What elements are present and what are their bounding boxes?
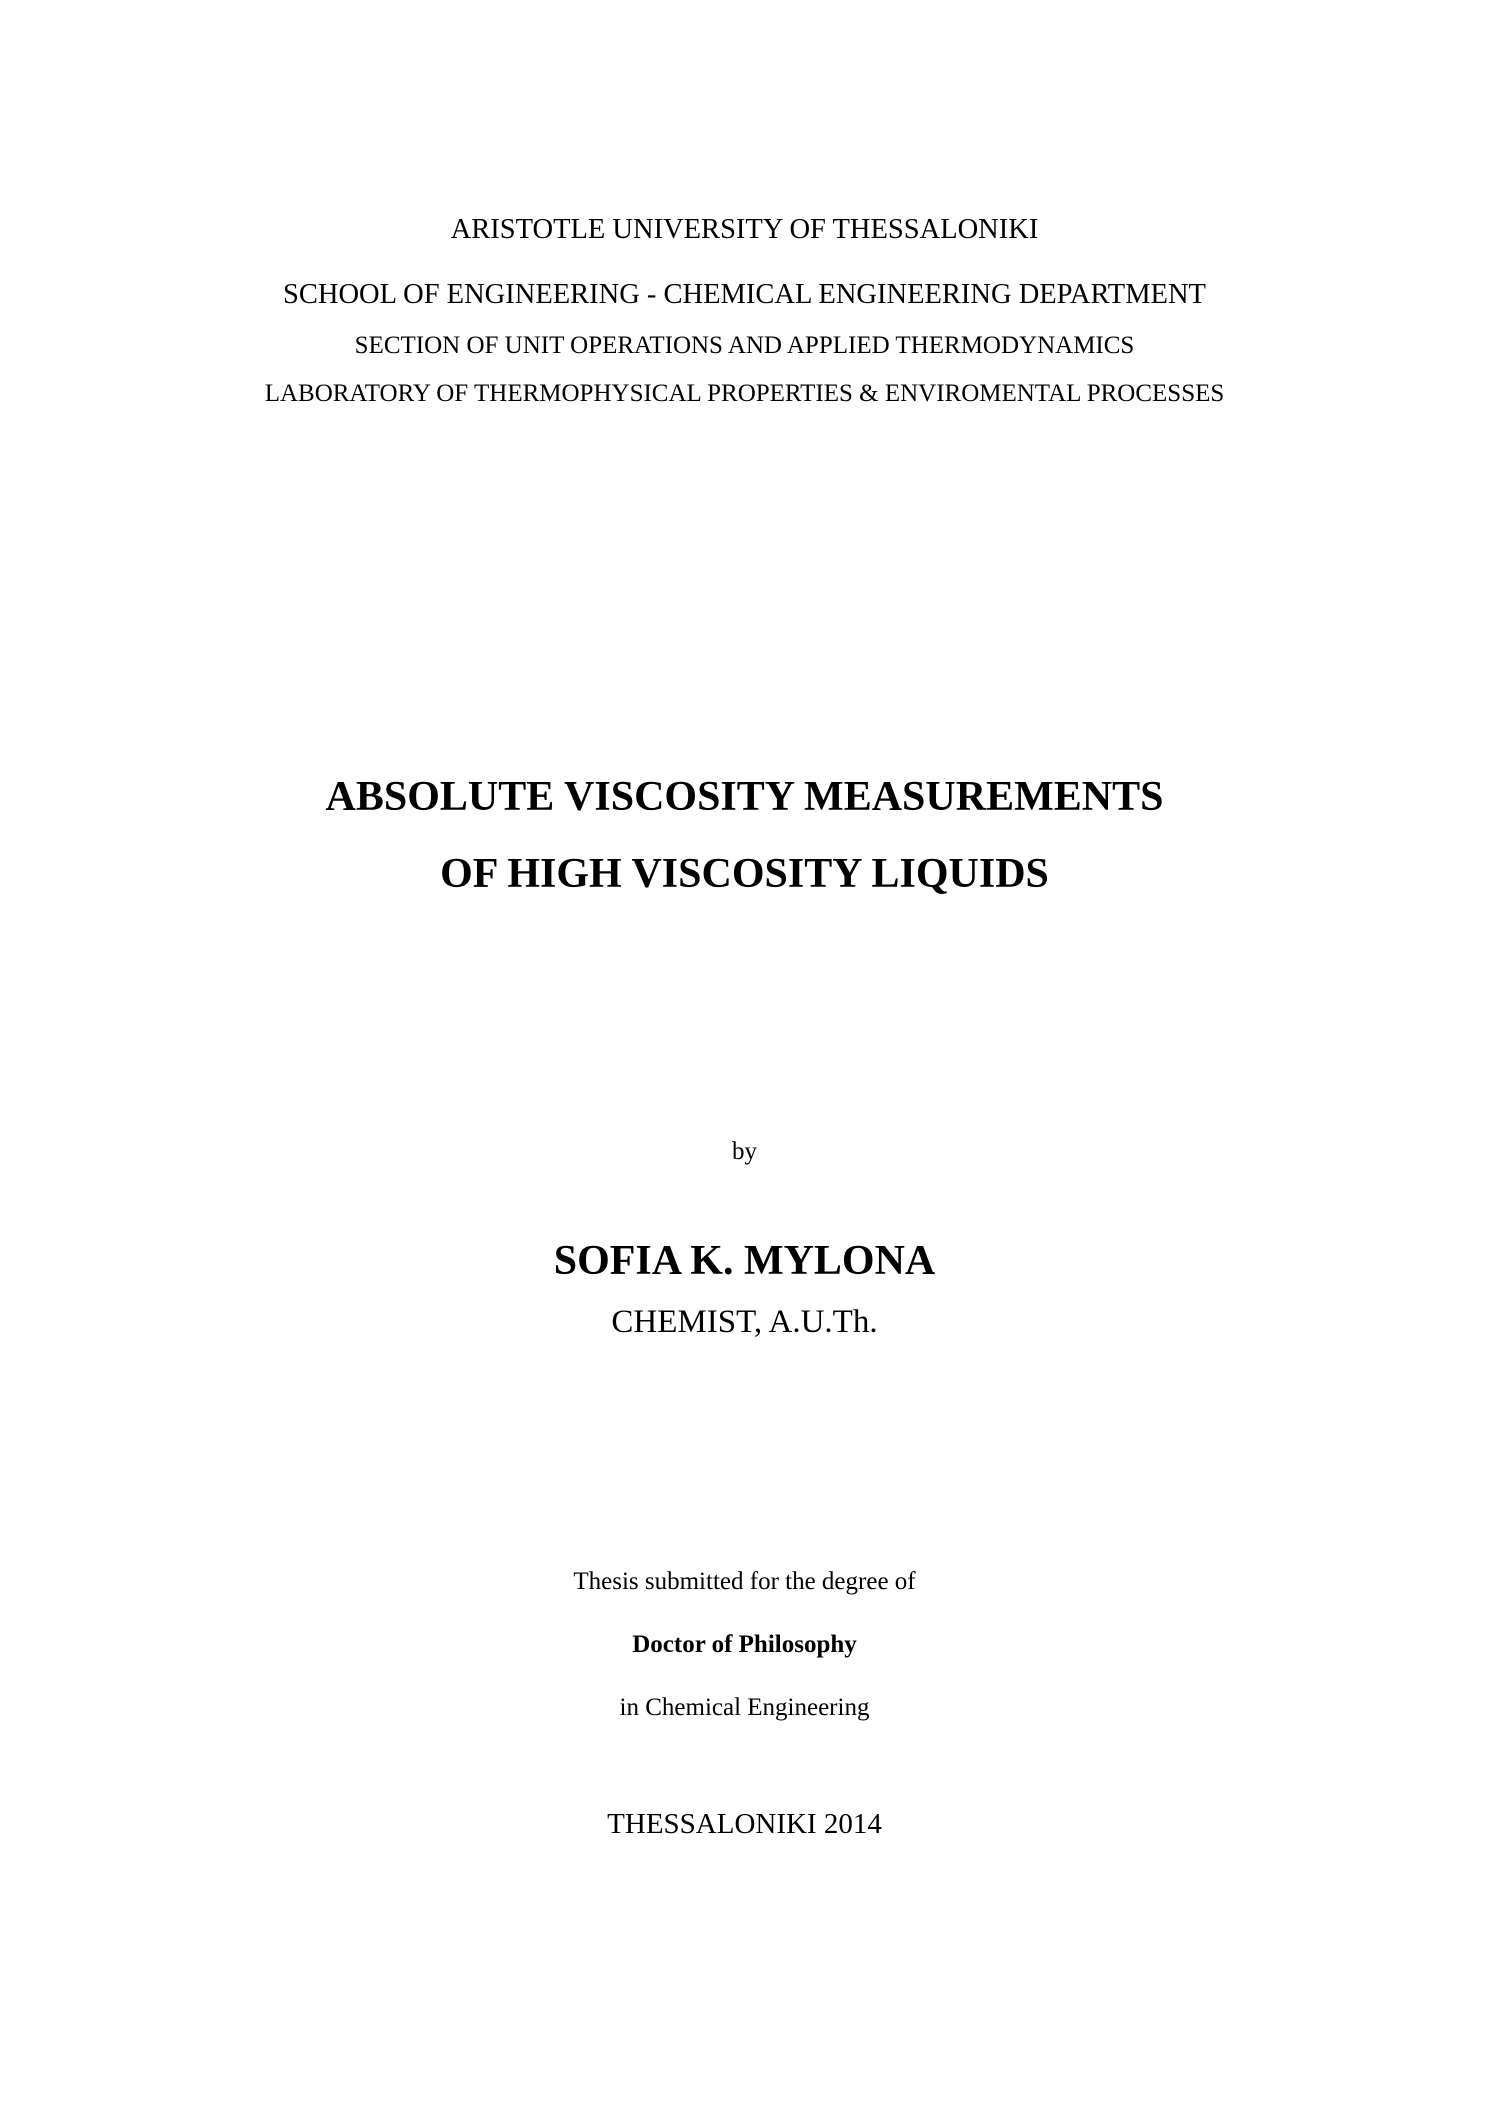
place-and-year: THESSALONIKI 2014	[607, 1808, 882, 1840]
degree-field: in Chemical Engineering	[619, 1694, 870, 1721]
thesis-title-line-1: ABSOLUTE VISCOSITY MEASUREMENTS	[325, 774, 1164, 820]
author-name: SOFIA K. MYLONA	[553, 1238, 936, 1284]
author-credential: CHEMIST, A.U.Th.	[611, 1304, 878, 1340]
school-department: SCHOOL OF ENGINEERING - CHEMICAL ENGINEERING DEPARTMENT	[283, 279, 1206, 310]
submission-statement: Thesis submitted for the degree of	[573, 1568, 916, 1595]
thesis-title-line-2: OF HIGH VISCOSITY LIQUIDS	[440, 851, 1049, 897]
laboratory-name: LABORATORY OF THERMOPHYSICAL PROPERTIES & ENVIROMENTAL PROCESSES	[264, 380, 1225, 407]
by-label: by	[732, 1138, 757, 1165]
university-name: ARISTOTLE UNIVERSITY OF THESSALONIKI	[450, 214, 1039, 245]
section-name: SECTION OF UNIT OPERATIONS AND APPLIED THERMODYNAMICS	[354, 332, 1135, 359]
degree-name: Doctor of Philosophy	[632, 1631, 857, 1658]
